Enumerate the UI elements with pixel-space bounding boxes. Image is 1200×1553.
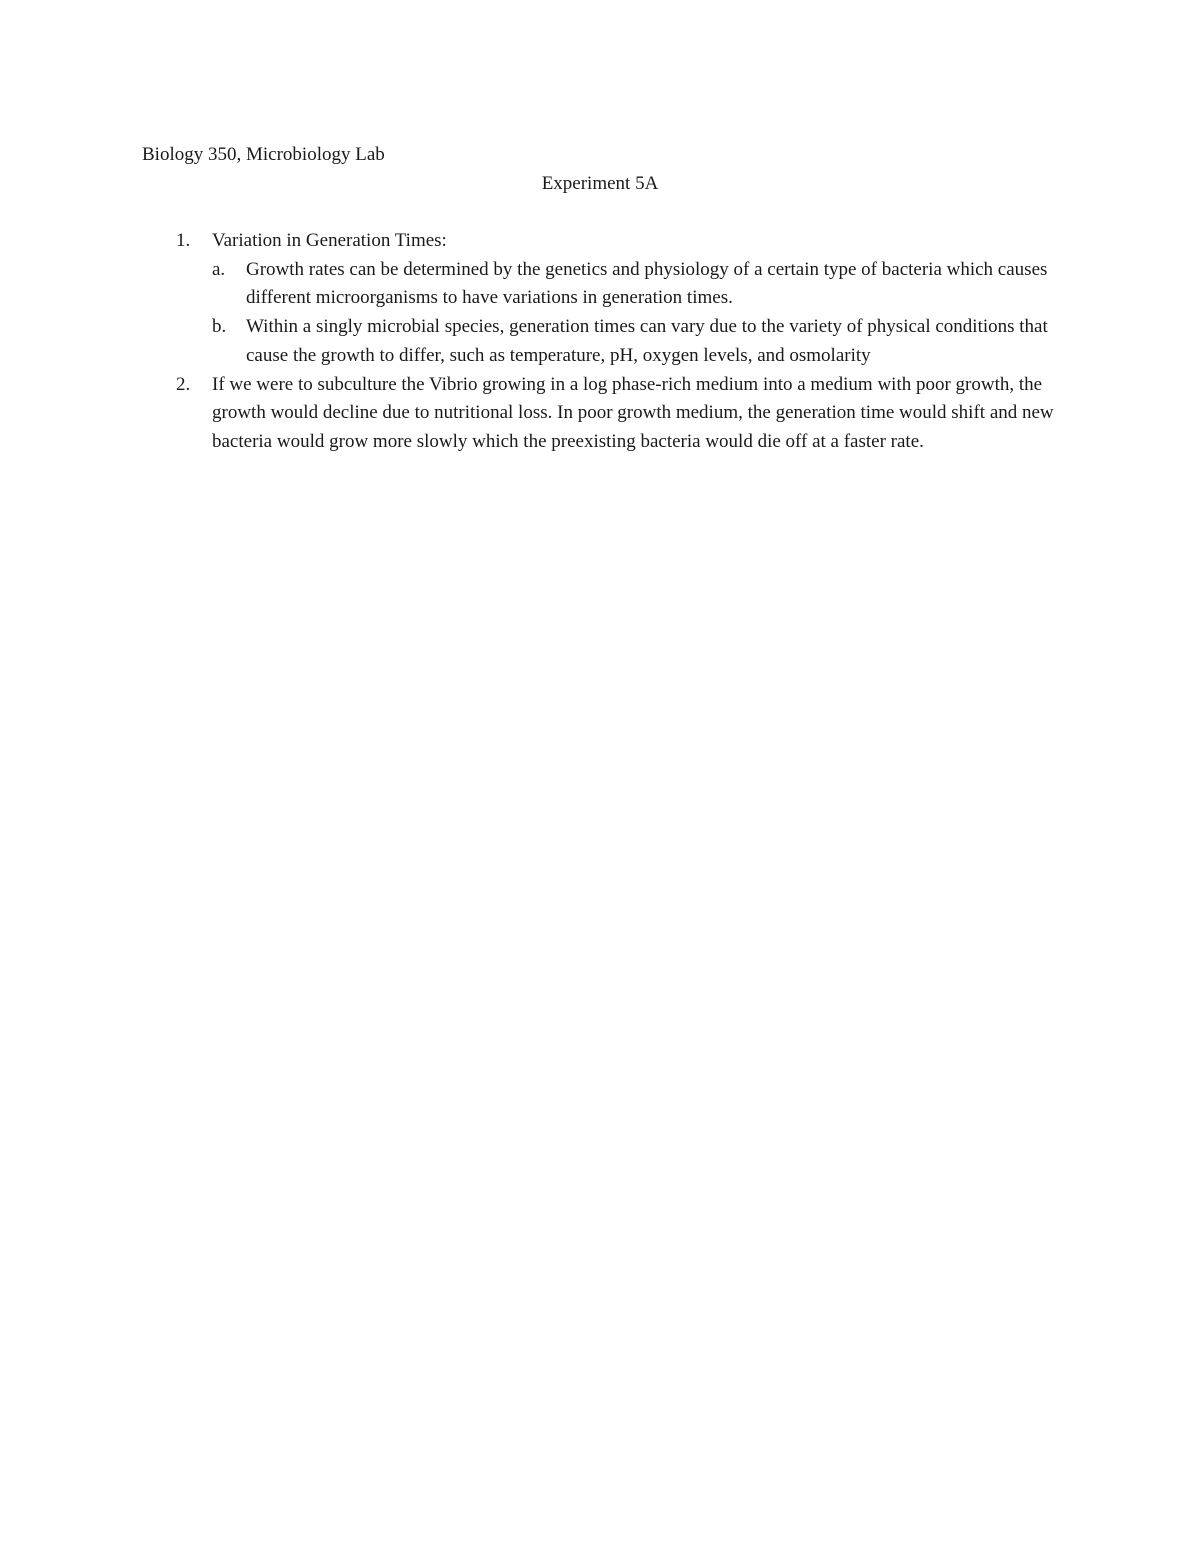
sub-list-item xyxy=(212,313,1056,370)
list-item-number: 2. xyxy=(176,373,191,395)
sub-list-item-text: Growth rates can be determined by the genetics and physiology of a certain type of bacteria which causes different microorganisms to have variations in generation times. xyxy=(246,258,1048,309)
answer-list xyxy=(176,227,1056,457)
list-item-text: Variation in Generation Times: xyxy=(212,230,447,251)
sub-list-item xyxy=(212,256,1056,313)
list-item-number: 1. xyxy=(176,230,191,251)
sub-list-item-letter: a. xyxy=(212,258,226,280)
sub-list xyxy=(212,256,1056,371)
list-item xyxy=(176,227,1056,256)
sub-list-item-text: Within a singly microbial species, generation times can vary due to the variety of physical conditions that cause the growth to differ, such as temperature, pH, oxygen levels, and osmolarity xyxy=(246,316,1048,366)
list-item-text: If we were to subculture the Vibrio growing in a log phase-rich medium into a medium with poor growth, the growth would decline due to nutritional loss. In poor growth medium, the generation time would shift and new bacteria would grow more slowly which the preexisting bacteria would die off at a faster rate. xyxy=(212,373,1054,452)
course-header: Biology 350, Microbiology Lab xyxy=(142,144,385,165)
sub-list-item-letter: b. xyxy=(212,316,227,338)
list-item xyxy=(176,371,1056,457)
page-title: Experiment 5A xyxy=(541,173,659,194)
